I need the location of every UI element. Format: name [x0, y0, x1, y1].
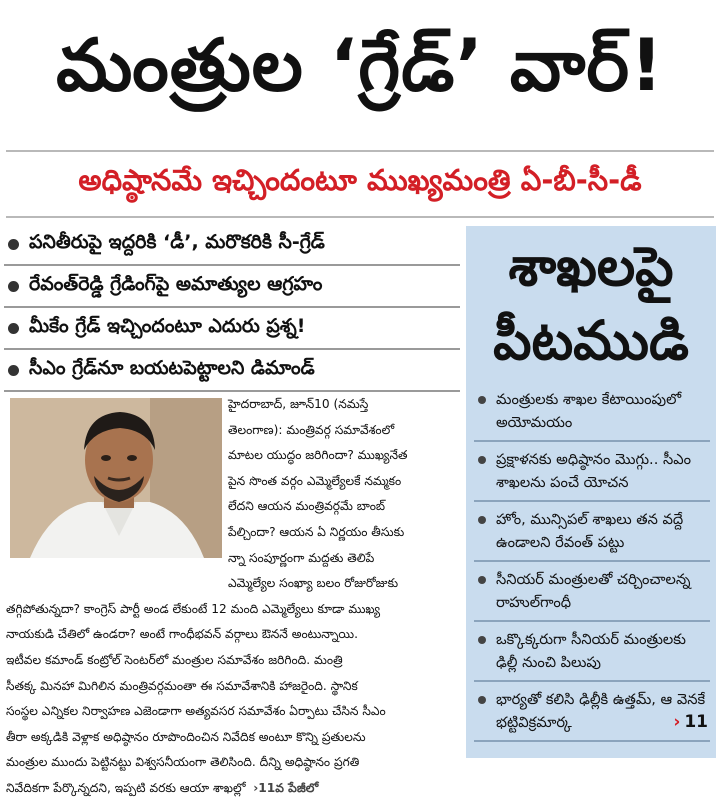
page-reference[interactable]: [673, 711, 708, 734]
bullet-item: [4, 224, 460, 266]
article-line-text: నివేదికగా పేర్కొన్నదని, ఇప్పటి వరకు ఆయా శాఖల్లో: [6, 780, 246, 795]
sidebar-item: [474, 682, 710, 742]
bullet-list: [4, 224, 460, 392]
bullet-dot-icon: [478, 576, 486, 584]
bullet-dot-icon: [478, 456, 486, 464]
bullet-dot-icon: [8, 365, 19, 376]
sidebar-title: [466, 226, 716, 378]
bullet-dot-icon: [8, 239, 19, 250]
article-line: తగ్గిపోతున్నదా? కాంగ్రెస్ పార్టీ అండ లేకుంటే 12 మంది ఎమ్మెల్యేలు కూడా ముఖ్య: [6, 601, 381, 616]
bullet-item: [4, 308, 460, 350]
bullet-dot-icon: [8, 323, 19, 334]
arrow-right-icon: ›: [673, 712, 681, 732]
sidebar-item-text: సీనియర్ మంత్రులతో చర్చించాలన్న రాహుల్‌గాంధీ: [496, 571, 691, 611]
sidebar-item: [474, 382, 710, 442]
sidebar-item: [474, 442, 710, 502]
bullet-text: మీకేం గ్రేడ్ ఇచ్చిందంటూ ఎదురు ప్రశ్న!: [29, 314, 306, 337]
sidebar-panel: [466, 226, 716, 758]
article-line: తెలంగాణ): మంత్రివర్గ సమావేశంలో: [228, 422, 395, 437]
bullet-item: [4, 266, 460, 308]
sidebar-list: [474, 382, 710, 742]
sidebar-item: [474, 502, 710, 562]
article-line: ఎమ్మెల్యేల సంఖ్యా బలం రోజురోజుకు: [228, 576, 399, 591]
article-line: ఇటీవల కమాండ్ కంట్రోల్ సెంటర్‌లో మంత్రుల సమావేశం జరిగింది. మంత్రి: [6, 652, 343, 667]
sidebar-item-text: భార్యతో కలిసి ఢిల్లీకి ఉత్తమ్, ఆ వెనకే భట్టివిక్రమార్క: [496, 691, 706, 731]
page-reference-number: 11: [684, 712, 708, 732]
article-last-line: [6, 776, 450, 802]
sidebar-item: [474, 562, 710, 622]
headline: [0, 0, 720, 148]
article-line: మంత్రుల ముందు పెట్టినట్టు విశ్వసనీయంగా తెలిసింది. దీన్ని అధిష్ఠానం ప్రగతి: [6, 755, 360, 770]
sidebar-item-text: హోం, మున్సిపల్ శాఖలు తన వద్దే ఉండాలని రేవంత్ పట్టు: [496, 511, 684, 551]
article-line: సంస్థల ఎన్నికల నిర్వాహణ ఎజెండాగా అత్యవసర సమావేశం ఏర్పాటు చేసిన సీఎం: [6, 704, 386, 719]
article-line: న్నా సంపూర్ణంగా మద్దతు తెలిపే: [228, 550, 375, 565]
sidebar-item-text: మంత్రులకు శాఖల కేటాయింపులో అయోమయం: [496, 391, 682, 431]
bullet-dot-icon: [8, 281, 19, 292]
article-line: తీరా అక్కడికి వెళ్లాక అధిష్ఠానం రూపొందించిన నివేదిక అంటూ కొన్ని ప్రతులను: [6, 729, 366, 744]
bullet-text: పనితీరుపై ఇద్దరికి ‘డీ’, మరొకరికి సీ-గ్రేడ్: [29, 230, 325, 253]
article-line: సీతక్క మినహా మిగిలిన మంత్రివర్గమంతా ఈ సమావేశానికి హాజరైంది. స్థానిక: [6, 678, 358, 693]
bullet-dot-icon: [478, 636, 486, 644]
divider: [6, 150, 714, 152]
subheadline: అధిష్ఠానమే ఇచ్చిందంటూ ముఖ్యమంత్రి ఏ-బీ-సీ-డీ: [78, 163, 642, 197]
article-line: పేల్చిందా? ఆయన ఏ నిర్ణయం తీసుకు: [228, 524, 405, 539]
bullet-dot-icon: [478, 396, 486, 404]
continued-arrow-icon: ›: [253, 780, 259, 795]
bullet-dot-icon: [478, 696, 486, 704]
divider: [6, 216, 714, 218]
article-line: హైదరాబాద్, జూన్10 (నమస్తే: [228, 397, 369, 411]
bullet-dot-icon: [478, 516, 486, 524]
headline-text: మంత్రుల ‘గ్రేడ్’ వార్!: [56, 23, 664, 107]
article-line: పైన సొంత వర్గం ఎమ్మెల్యేలకే నమ్మకం: [228, 473, 402, 488]
sidebar-title-line: శాఖలపై: [508, 235, 674, 298]
article-body: [6, 392, 450, 795]
sidebar-title-line: పీటముడి: [493, 309, 689, 372]
sidebar-item-text: ప్రక్షాళనకు అధిష్ఠానం మొగ్గు.. సీఎం శాఖలను పంచే యోచన: [496, 451, 691, 491]
article-line: నాయకుడి చేతిలో ఉండరా? అంటే గాంధీభవన్ వర్గాలు ఔననే అంటున్నాయి.: [6, 627, 358, 642]
sidebar-item-text: ఒక్కొక్కరుగా సీనియర్ మంత్రులకు ఢిల్లీ నుంచి పిలుపు: [496, 631, 686, 671]
continued-page-ref[interactable]: 11వ పేజీలో: [258, 780, 319, 795]
bullet-text: రేవంత్‌రెడ్డి గ్రేడింగ్‌పై అమాత్యుల ఆగ్రహం: [29, 272, 323, 295]
bullet-item: [4, 350, 460, 392]
sidebar-item: [474, 622, 710, 682]
article-line: మాటల యుద్ధం జరిగిందా? ముఖ్యనేత: [228, 448, 408, 463]
article-line: లేదని ఆయన మంత్రివర్గమే బాంబ్: [228, 499, 386, 514]
bullet-text: సీఎం గ్రేడ్‌నూ బయటపెట్టాలని డిమాండ్: [29, 356, 315, 379]
